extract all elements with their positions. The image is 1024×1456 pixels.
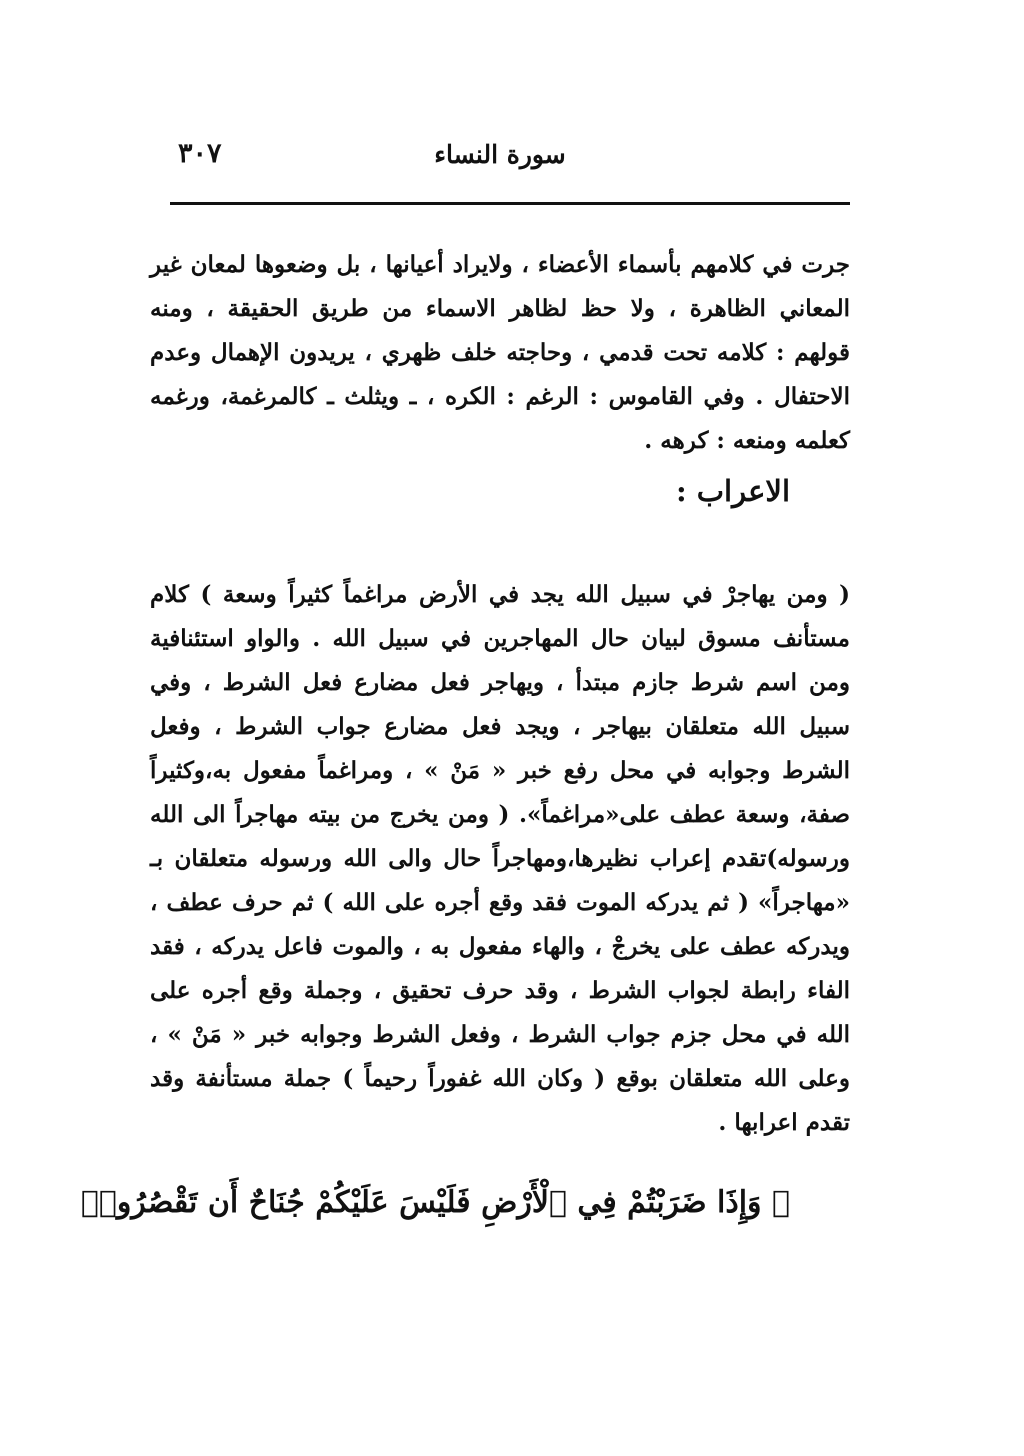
header-divider [170, 202, 850, 205]
irab-heading: الاعراب : [675, 474, 790, 508]
vocabulary-paragraph: جرت في كلامهم بأسماء الأعضاء ، ولايراد أعيانها ، بل وضعوها لمعان غير المعاني الظاهرة ، ولا حظ لظاهر الاسماء من طريق الحقيقة ، ومنه قولهم : كلامه تحت قدمي ، وحاجته خلف ظهري ، يريدون الإهمال وعدم الاحتفال . وفي القاموس : الرغم : الكره ، ـ ويثلث ـ كالمرغمة، ورغمه كعلمه ومنعه : كرهه . [150, 251, 850, 454]
surah-title: سورة النساء [434, 140, 566, 169]
page-header [150, 130, 850, 200]
quran-verse: ﴿ وَإِذَا ضَرَبْتُمْ فِي ٱلْأَرْضِ فَلَيْسَ عَلَيْكُمْ جُنَاحٌ أَن تَقْصُرُوا۟ [80, 1185, 790, 1220]
book-page [80, 130, 850, 1280]
page-number: ٣٠٧ [178, 138, 222, 169]
irab-paragraph: ( ومن يهاجرْ في سبيل الله يجد في الأرض مراغماً كثيراً وسعة ) كلام مستأنف مسوق لبيان حال المهاجرين في سبيل الله . والواو استئنافية ومن اسم شرط جازم مبتدأ ، ويهاجر فعل مضارع فعل الشرط ، وفي سبيل الله متعلقان بيهاجر ، ويجد فعل مضارع جواب الشرط ، وفعل الشرط وجوابه في محل رفع خبر « مَنْ » ، ومراغماً مفعول به،وكثيراً صفة، وسعة عطف على«مراغماً». ( ومن يخرج من بيته مهاجراً الى الله ورسوله)تقدم إعراب نظيرها،ومهاجراً حال والى الله ورسوله متعلقان بـ «مهاجراً» ( ثم يدركه الموت فقد وقع أجره على الله ) ثم حرف عطف ، ويدركه عطف على يخرجْ ، والهاء مفعول به ، والموت فاعل يدركه ، فقد الفاء رابطة لجواب الشرط ، وقد حرف تحقيق ، وجملة وقع أجره على الله في محل جزم جواب الشرط ، وفعل الشرط وجوابه خبر « مَنْ » ، وعلى الله متعلقان بوقع ( وكان الله غفوراً رحيماً ) جملة مستأنفة وقد تقدم اعرابها . [150, 581, 850, 1136]
